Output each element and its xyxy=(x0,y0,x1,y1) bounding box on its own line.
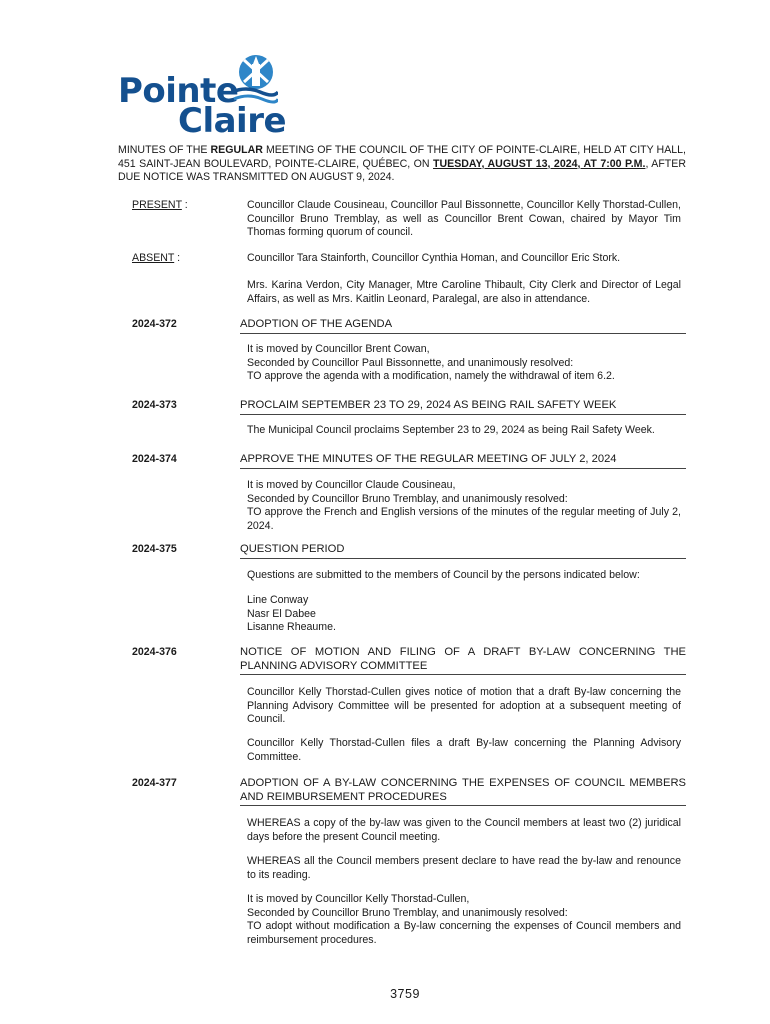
paragraph-line: Councillor Kelly Thorstad-Cullen files a draft By-law concerning the Planning Advisory Committee. xyxy=(247,737,681,763)
resolution-paragraph xyxy=(247,343,681,384)
windmill-icon xyxy=(226,52,278,104)
resolution-paragraph xyxy=(247,817,681,844)
resolution-paragraph xyxy=(247,893,681,947)
present-list: Councillor Claude Cousineau, Councillor Paul Bissonnette, Councillor Kelly Thorstad-Cullen, Councillor Bruno Tremblay, as well as Councillor Brent Cowan, chaired by Mayor Tim Thomas forming quorum of council. xyxy=(247,199,681,239)
resolution-paragraph xyxy=(247,594,681,635)
resolution-paragraph xyxy=(247,737,681,764)
resolution-number: 2024-372 xyxy=(132,318,177,330)
resolution-paragraph xyxy=(247,424,681,438)
paragraph-line: It is moved by Councillor Kelly Thorstad-Cullen, xyxy=(247,893,470,905)
minutes-heading: MINUTES OF THE REGULAR MEETING OF THE COUNCIL OF THE CITY OF POINTE-CLAIRE, HELD AT CITY HALL, 451 SAINT-JEAN BOULEVARD, POINTE-CLAIRE, QUÉBEC, ON TUESDAY, AUGUST 13, 2024, AT 7:00 P.M., AFTER DUE NOTICE WAS TRANSMITTED ON AUGUST 9, 2024. xyxy=(118,144,686,184)
paragraph-line: TO approve the agenda with a modification, namely the withdrawal of item 6.2. xyxy=(247,370,615,383)
paragraph-line: It is moved by Councillor Brent Cowan, xyxy=(247,343,430,355)
paragraph-line: Seconded by Councillor Paul Bissonnette, and unanimously resolved: xyxy=(247,356,574,369)
resolution-paragraph xyxy=(247,569,681,583)
paragraph-line: It is moved by Councillor Claude Cousineau, xyxy=(247,479,456,491)
resolution-number: 2024-377 xyxy=(132,777,177,789)
paragraph-line: Nasr El Dabee xyxy=(247,607,316,620)
paragraph-line: Seconded by Councillor Bruno Tremblay, and unanimously resolved: xyxy=(247,492,568,505)
paragraph-line: Questions are submitted to the members of Council by the persons indicated below: xyxy=(247,569,640,581)
paragraph-line: WHEREAS all the Council members present declare to have read the by-law and renounce to its reading. xyxy=(247,855,681,881)
present-label: PRESENT : xyxy=(132,199,188,211)
paragraph-line: Seconded by Councillor Bruno Tremblay, and unanimously resolved: xyxy=(247,906,568,919)
paragraph-line: TO approve the French and English versions of the minutes of the regular meeting of July 2, 2024. xyxy=(247,506,681,532)
resolution-number: 2024-373 xyxy=(132,399,177,411)
resolution-paragraph xyxy=(247,855,681,882)
logo-text-claire: Claire xyxy=(178,101,287,141)
paragraph-line: Line Conway xyxy=(247,594,309,606)
staff-attendance: Mrs. Karina Verdon, City Manager, Mtre Caroline Thibault, City Clerk and Director of Legal Affairs, as well as Mrs. Kaitlin Leonard, Paralegal, are also in attendance. xyxy=(247,279,681,305)
paragraph-line: The Municipal Council proclaims September 23 to 29, 2024 as being Rail Safety Week. xyxy=(247,424,655,436)
resolution-number: 2024-376 xyxy=(132,646,177,658)
resolution-title: QUESTION PERIOD xyxy=(240,543,686,559)
absent-label: ABSENT : xyxy=(132,252,181,264)
resolution-title: APPROVE THE MINUTES OF THE REGULAR MEETING OF JULY 2, 2024 xyxy=(240,453,686,469)
paragraph-line: Lisanne Rheaume. xyxy=(247,621,336,634)
logo-text-pointe: Pointe xyxy=(118,71,239,111)
paragraph-line: Councillor Kelly Thorstad-Cullen gives notice of motion that a draft By-law concerning the Planning Advisory Committee will be presented for adoption at a subsequent meeting of Council. xyxy=(247,686,681,726)
resolution-title: PROCLAIM SEPTEMBER 23 TO 29, 2024 AS BEING RAIL SAFETY WEEK xyxy=(240,399,686,415)
resolution-title: ADOPTION OF A BY-LAW CONCERNING THE EXPENSES OF COUNCIL MEMBERS AND REIMBURSEMENT PROCEDURES xyxy=(240,777,686,806)
resolution-number: 2024-375 xyxy=(132,543,177,555)
absent-list: Councillor Tara Stainforth, Councillor Cynthia Homan, and Councillor Eric Stork. xyxy=(247,252,621,264)
resolution-paragraph xyxy=(247,686,681,727)
paragraph-line: TO adopt without modification a By-law concerning the expenses of Council members and reimbursement procedures. xyxy=(247,920,681,946)
paragraph-line: WHEREAS a copy of the by-law was given to the Council members at least two (2) juridical days before the present Council meeting. xyxy=(247,817,681,843)
resolution-title: NOTICE OF MOTION AND FILING OF A DRAFT BY-LAW CONCERNING THE PLANNING ADVISORY COMMITTEE xyxy=(240,646,686,675)
resolution-number: 2024-374 xyxy=(132,453,177,465)
page-number: 3759 xyxy=(390,987,420,1001)
resolution-paragraph xyxy=(247,479,681,533)
resolution-title: ADOPTION OF THE AGENDA xyxy=(240,318,686,334)
pointe-claire-logo xyxy=(118,52,287,141)
